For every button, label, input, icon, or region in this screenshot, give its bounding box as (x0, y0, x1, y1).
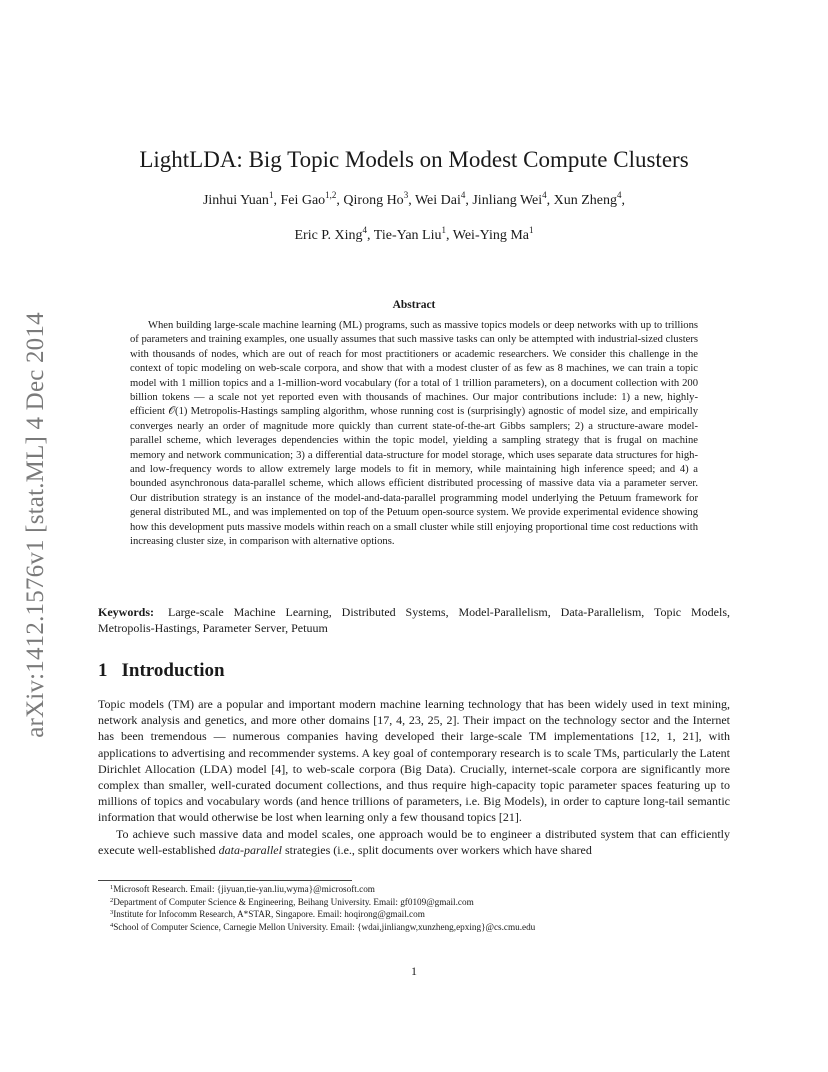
emphasis: data-parallel (218, 842, 282, 857)
author: Eric P. Xing$^4$, (294, 225, 374, 243)
author: Jinhui Yuan$^1$, (202, 190, 281, 208)
footnote: $^4$School of Computer Science, Carnegie Mellon University. Email: {wdai,jinliangw,xunzheng,epxing}@cs.cmu.edu (110, 921, 536, 932)
footnote: $^2$Department of Computer Science & Engineering, Beihang University. Email: gf0109@gmail.com (110, 896, 474, 907)
arxiv-identifier-text: arXiv:1412.1576v1 [stat.ML] 4 Dec 2014 (22, 312, 49, 738)
paragraph: Topic models (TM) are a popular and important modern machine learning technology that has been widely used in text mining, network analysis and genetics, and more other domains [17, 4, 23, 25, 2]. Their impact on the technology sector and the Internet has been tremendous — numerous companies having developed their large-scale TM implementations [12, 1, 21], with applications to advertising and recommender systems. A key goal of contemporary research is to scale TMs, particularly the Latent Dirichlet Allocation (LDA) model [4], to web-scale corpora (Big Data). Crucially, internet-scale corpora are significantly more complex than smaller, well-curated document collections, and thus require high-capacity topic parameter spaces featuring up to millions of topics and vocabulary words (and hence trillions of parameters, i.e. Big Models), in order to capture long-tail semantic information that would otherwise be lost when learning only a few thousand topics [21]. (98, 697, 730, 825)
abstract-heading: Abstract (392, 299, 436, 311)
footnotes (110, 883, 730, 933)
keywords (98, 604, 730, 636)
footnote: $^3$Institute for Infocomm Research, A*STAR, Singapore. Email: hoqirong@gmail.com (110, 909, 425, 919)
author: Tie-Yan Liu$^1$, (373, 225, 453, 243)
author: Wei Dai$^4$, (414, 190, 473, 208)
author-list-line-2 (90, 227, 738, 245)
footnote-separator (98, 880, 352, 881)
section-title: Introduction (121, 660, 225, 681)
abstract-text: When building large-scale machine learning (ML) programs, such as massive topics models or deep networks with up to trillions of parameters and training examples, one usually assumes that such massive tasks can only be attempted with industrial-sized clusters with thousands of nodes, which are out of reach for most practitioners or academic researchers. We consider this challenge in the context of topic modeling on web-scale corpora, and show that with a modest cluster of as few as 8 machines, we can train a topic model with 1 million topics and a 1-million-word vocabulary (for a total of 1 trillion parameters), on a document collection with 200 billion tokens — a scale not yet reported even with thousands of machines. Our major contributions include: 1) a new, highly-efficient 𝒪(1) Metropolis-Hastings sampling algorithm, whose running cost is (surprisingly) agnostic of model size, and empirically converges nearly an order of magnitude more quickly than current state-of-the-art Gibbs samplers; 2) a structure-aware model-parallel scheme, which leverages dependencies within the topic model, yielding a sampling strategy that is frugal on machine memory and network communication; 3) a differential data-structure for model storage, which uses separate data structures for high- and low-frequency words to allow extremely large models to fit in memory, while maintaining high inference speed; and 4) a bounded asynchronous data-parallel scheme, which allows efficient distributed processing of massive data via a parameter server. Our distribution strategy is an instance of the model-and-data-parallel programming model underlying the Petuum framework for general distributed ML, and was implemented on top of the Petuum open-source system. We provide experimental evidence showing how this development puts massive models within reach on a small cluster while still enjoying proportional time cost reductions with increasing cluster size, in comparison with alternative options. (130, 320, 698, 548)
keywords-list: Large-scale Machine Learning, Distributed Systems, Model-Parallelism, Data-Parallelism, Topic Models, Metropolis-Hastings, Parameter Server, Petuum (98, 605, 730, 635)
keywords-label: Keywords: (98, 605, 154, 619)
section-heading-introduction (98, 660, 225, 682)
arxiv-identifier-stamp (20, 290, 52, 760)
paper-title: LightLDA: Big Topic Models on Modest Compute Clusters (139, 147, 689, 172)
author: Qirong Ho$^3$, (343, 190, 415, 208)
footnote: $^1$Microsoft Research. Email: {jiyuan,tie-yan.liu,wyma}@microsoft.com (110, 884, 375, 894)
author: Xun Zheng$^4$, (553, 190, 626, 208)
author: Jinliang Wei$^4$, (472, 190, 554, 208)
introduction-body (98, 696, 730, 858)
paragraph: To achieve such massive data and model scales, one approach would be to engineer a distributed system that can efficiently execute well-established data-parallel strategies (i.e., split documents over workers which have shared (98, 826, 730, 857)
page-number: 1 (411, 964, 417, 978)
author: Wei-Ying Ma$^1$ (452, 225, 534, 243)
section-number: 1 (98, 660, 108, 681)
author: Fei Gao$^{1,2}$, (280, 190, 344, 208)
author-list-line-1 (90, 192, 738, 210)
